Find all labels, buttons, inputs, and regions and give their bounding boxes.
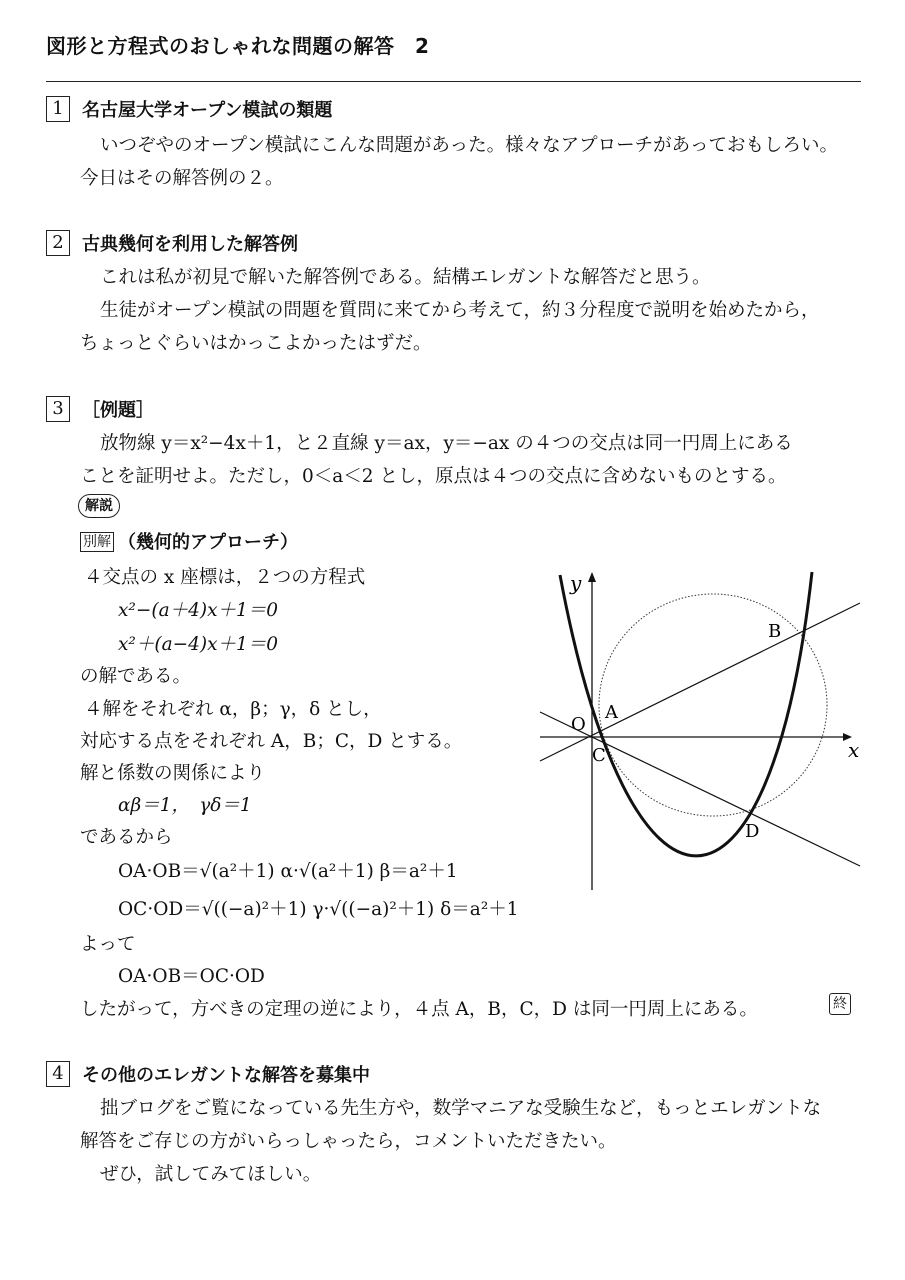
equation-line: OC·OD＝√((−a)²＋1) γ·√((−a)²＋1) δ＝a²＋1 xyxy=(118,899,519,920)
y-axis-label: y xyxy=(570,571,582,595)
section-number: 2 xyxy=(46,230,70,256)
page-title: 図形と方程式のおしゃれな問題の解答 2 xyxy=(46,34,430,58)
end-mark: 終 xyxy=(829,993,851,1015)
section-2-heading xyxy=(46,230,298,256)
paragraph-line: これは私が初見で解いた解答例である。結構エレガントな解答だと思う。 xyxy=(100,267,711,288)
line-y-minus-ax xyxy=(540,712,860,866)
paragraph-line: 今日はその解答例の２。 xyxy=(80,168,284,189)
point-d-label: D xyxy=(745,821,760,842)
paragraph-line: ちょっとぐらいはかっこよかったはずだ。 xyxy=(80,333,432,354)
paragraph-line: 拙ブログをご覧になっている先生方や，数学マニアな受験生など，もっとエレガントな xyxy=(100,1098,822,1119)
method-heading xyxy=(80,528,298,554)
x-axis-label: x xyxy=(848,738,860,762)
paragraph-line: ぜひ，試してみてほしい。 xyxy=(100,1164,322,1185)
paragraph-line: 解答をご存じの方がいらっしゃったら，コメントいただきたい。 xyxy=(80,1131,617,1152)
section-number: 4 xyxy=(46,1061,70,1087)
point-c-label: C xyxy=(592,745,606,766)
problem-line: 放物線 y＝x²−4x＋1，と２直線 y＝ax，y＝−ax の４つの交点は同一円周上にある xyxy=(100,433,793,454)
section-number: 3 xyxy=(46,396,70,422)
section-title: その他のエレガントな解答を募集中 xyxy=(82,1065,370,1086)
conclusion-line: したがって，方べきの定理の逆により，４点 A，B，C，D は同一円周上にある。 xyxy=(80,999,758,1020)
paragraph-line: いつぞやのオープン模試にこんな問題があった。様々なアプローチがあっておもしろい。 xyxy=(100,135,838,156)
equation-line: OA·OB＝√(a²＋1) α·√(a²＋1) β＝a²＋1 xyxy=(118,861,458,882)
solution-line: であるから xyxy=(80,827,173,848)
solution-line: よって xyxy=(80,934,136,955)
geometry-figure xyxy=(530,560,875,900)
section-title: 古典幾何を利用した解答例 xyxy=(82,234,298,255)
method-title: （幾何的アプローチ） xyxy=(118,532,298,553)
circle xyxy=(599,594,827,816)
section-3-heading xyxy=(46,396,154,422)
solution-line: ４交点の x 座標は，２つの方程式 xyxy=(84,567,366,588)
section-1-heading xyxy=(46,96,332,122)
paragraph-line: 生徒がオープン模試の問題を質問に来てから考えて，約３分程度で説明を始めたから， xyxy=(100,300,820,321)
y-axis-arrow xyxy=(588,572,596,582)
section-number: 1 xyxy=(46,96,70,122)
section-title: ［例題］ xyxy=(82,400,154,421)
explanation-badge: 解説 xyxy=(78,494,120,518)
equation-line: x²＋(a−4)x＋1＝0 xyxy=(118,634,279,655)
solution-line: 解と係数の関係により xyxy=(80,763,266,784)
alt-solution-badge: 別解 xyxy=(80,532,114,552)
solution-line: 対応する点をそれぞれ A，B；C，D とする。 xyxy=(80,731,463,752)
equation-line: x²−(a＋4)x＋1＝0 xyxy=(118,600,279,621)
point-a-label: A xyxy=(605,702,618,723)
section-title: 名古屋大学オープン模試の類題 xyxy=(82,100,333,121)
point-b-label: B xyxy=(768,621,782,642)
equation-line: αβ＝1， γδ＝1 xyxy=(118,795,252,816)
solution-line: の解である。 xyxy=(80,666,192,687)
solution-line: ４解をそれぞれ α，β；γ，δ とし， xyxy=(84,699,382,720)
problem-line: ことを証明せよ。ただし，0＜a＜2 とし，原点は４つの交点に含めないものとする。 xyxy=(80,466,787,487)
title-divider xyxy=(46,81,861,82)
origin-label: O xyxy=(571,714,586,735)
section-4-heading xyxy=(46,1061,370,1087)
parabola xyxy=(560,572,812,856)
equation-line: OA·OB＝OC·OD xyxy=(118,966,265,987)
